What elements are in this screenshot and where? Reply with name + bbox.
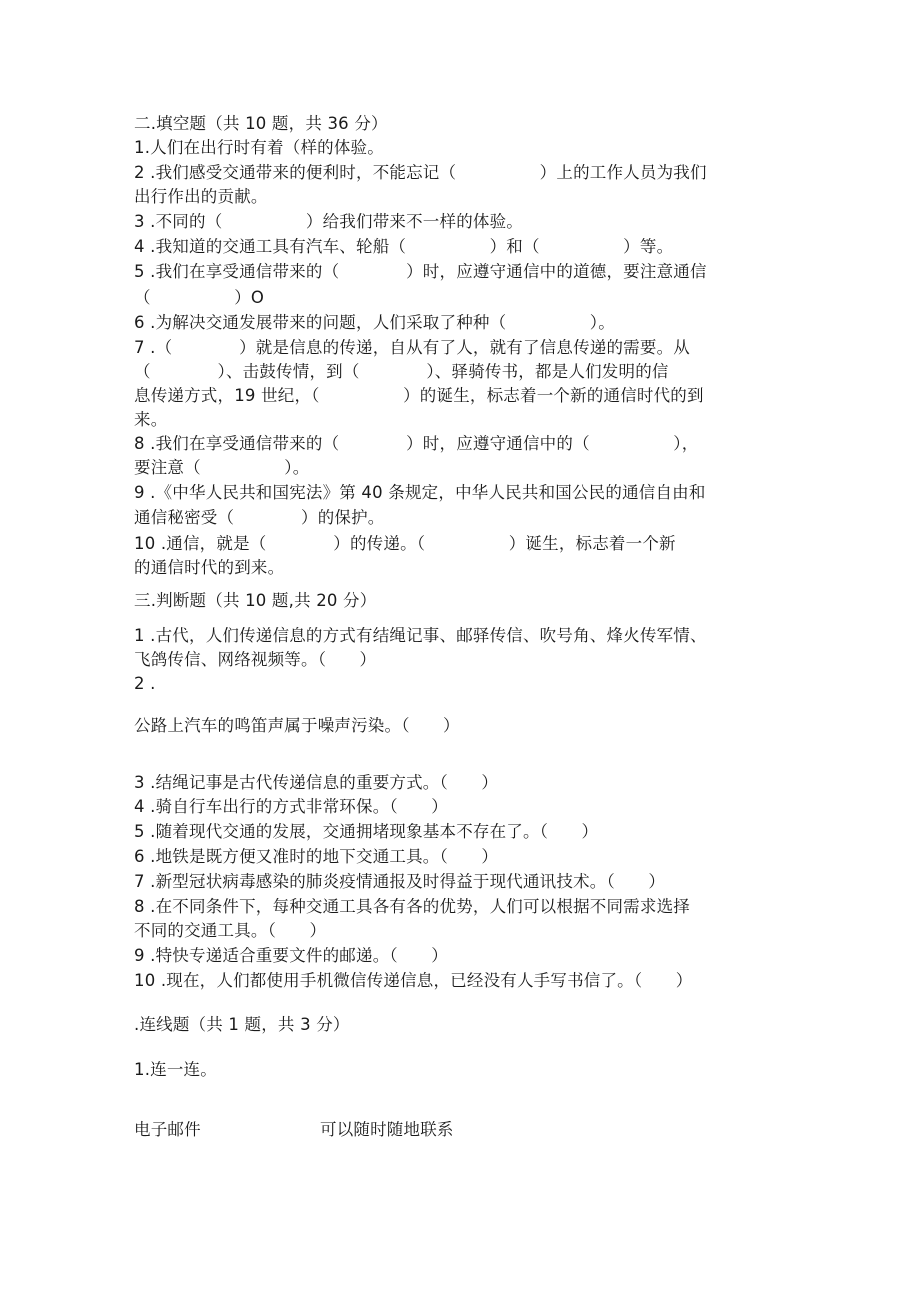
section-title-true-false: 三.判断题（共 10 题,共 20 分） <box>134 591 377 610</box>
fill-blank-line: （ ）、击鼓传情，到（ ）、驿骑传书，都是人们发明的信 <box>134 362 669 381</box>
true-false-line: 10 .现在，人们都使用手机微信传递信息，已经没有人手写书信了。（ ） <box>134 971 693 990</box>
true-false-line: 1 .古代，人们传递信息的方式有结绳记事、邮驿传信、吹号角、烽火传军情、 <box>134 626 707 645</box>
true-false-line: 7 .新型冠状病毒感染的肺炎疫情通报及时得益于现代通讯技术。（ ） <box>134 872 666 891</box>
true-false-line: 不同的交通工具。（ ） <box>134 921 327 940</box>
matching-right-item: 可以随时随地联系 <box>320 1120 454 1139</box>
fill-blank-line: （ ）O <box>134 288 265 307</box>
fill-blank-line: 通信秘密受（ ）的保护。 <box>134 508 385 527</box>
fill-blank-line: 5 .我们在享受通信带来的（ ）时，应遵守通信中的道德，要注意通信 <box>134 262 707 281</box>
section-title-fill-blank: 二.填空题（共 10 题，共 36 分） <box>134 114 388 133</box>
fill-blank-line: 的通信时代的到来。 <box>134 558 285 577</box>
true-false-line: 4 .骑自行车出行的方式非常环保。（ ） <box>134 797 448 816</box>
fill-blank-line: 要注意（ ）。 <box>134 458 310 477</box>
section-title-matching: .连线题（共 1 题，共 3 分） <box>134 1015 350 1034</box>
matching-question: 1.连一连。 <box>134 1060 217 1079</box>
true-false-line: 6 .地铁是既方便又准时的地下交通工具。（ ） <box>134 847 499 866</box>
fill-blank-line: 10 .通信，就是（ ）的传递。（ ）诞生，标志着一个新 <box>134 534 676 553</box>
fill-blank-line: 出行作出的贡献。 <box>134 187 268 206</box>
fill-blank-line: 2 .我们感受交通带来的便利时，不能忘记（ ）上的工作人员为我们 <box>134 163 707 182</box>
true-false-line: 2 . <box>134 674 156 693</box>
fill-blank-line: 来。 <box>134 410 168 429</box>
true-false-line: 5 .随着现代交通的发展，交通拥堵现象基本不存在了。（ ） <box>134 822 599 841</box>
fill-blank-line: 1.人们在出行时有着（样的体验。 <box>134 138 384 157</box>
fill-blank-line: 4 .我知道的交通工具有汽车、轮船（ ）和（ ）等。 <box>134 237 674 256</box>
fill-blank-line: 8 .我们在享受通信带来的（ ）时，应遵守通信中的（ ）， <box>134 434 699 453</box>
fill-blank-line: 7 .（ ）就是信息的传递，自从有了人，就有了信息传递的需要。从 <box>134 338 690 357</box>
fill-blank-line: 6 .为解决交通发展带来的问题，人们采取了种种（ ）。 <box>134 313 615 332</box>
true-false-line: 3 .结绳记事是古代传递信息的重要方式。（ ） <box>134 773 499 792</box>
true-false-line: 8 .在不同条件下，每种交通工具各有各的优势，人们可以根据不同需求选择 <box>134 897 690 916</box>
fill-blank-line: 3 .不同的（ ）给我们带来不一样的体验。 <box>134 212 523 231</box>
matching-left-item: 电子邮件 <box>134 1120 201 1139</box>
true-false-line: 公路上汽车的鸣笛声属于噪声污染。（ ） <box>134 716 460 735</box>
true-false-line: 飞鸽传信、网络视频等。（ ） <box>134 650 377 669</box>
true-false-line: 9 .特快专递适合重要文件的邮递。（ ） <box>134 946 448 965</box>
fill-blank-line: 9 .《中华人民共和国宪法》第 40 条规定，中华人民共和国公民的通信自由和 <box>134 483 706 502</box>
fill-blank-line: 息传递方式，19 世纪，（ ）的诞生，标志着一个新的通信时代的到 <box>134 386 704 405</box>
